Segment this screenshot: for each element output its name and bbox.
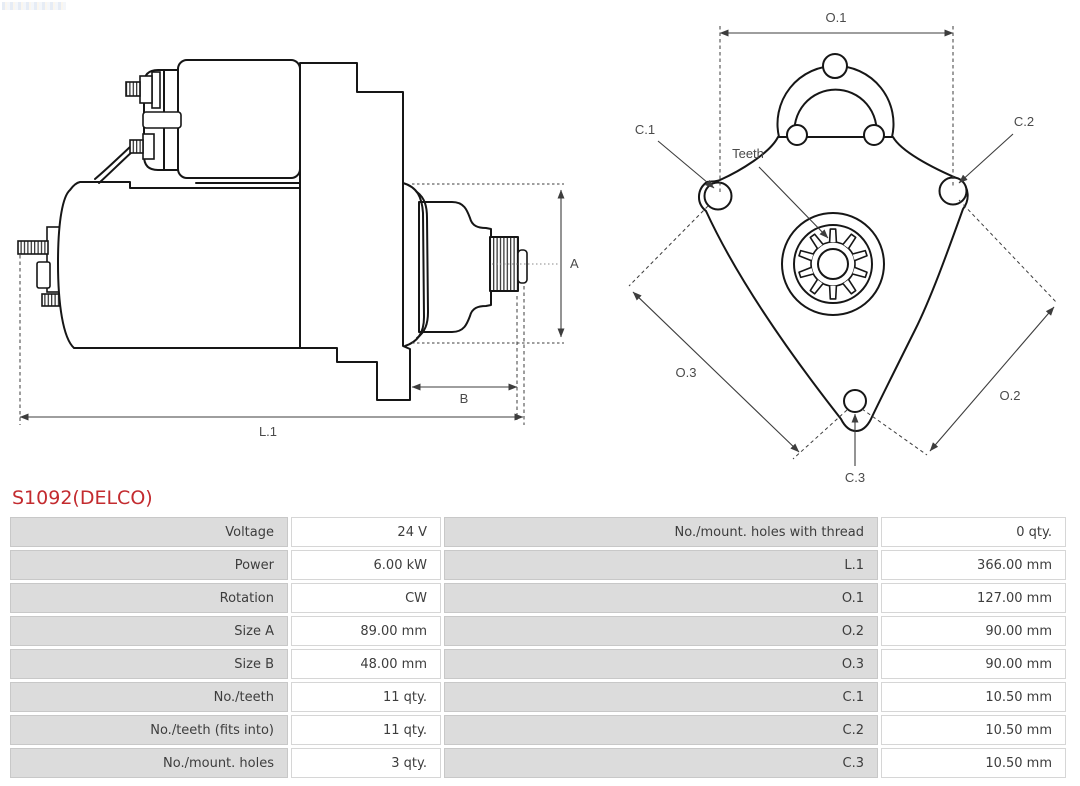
solenoid-wire	[95, 147, 130, 179]
spec-left-value: 89.00 mm	[291, 616, 441, 646]
spec-right-value: 0 qty.	[881, 517, 1066, 547]
terminal-nut-bottom	[143, 134, 154, 159]
spec-right-value: 90.00 mm	[881, 649, 1066, 679]
spec-left-label: Size B	[10, 649, 288, 679]
dim-o3-ext-top	[629, 206, 708, 286]
terminal-plate-top	[152, 72, 160, 108]
mount-hole-c3	[844, 390, 866, 412]
spec-left-value: 6.00 kW	[291, 550, 441, 580]
spec-right-label: C.1	[444, 682, 878, 712]
spec-right-label: C.3	[444, 748, 878, 778]
front-view-drawing	[629, 10, 1057, 485]
spec-right-value: 366.00 mm	[881, 550, 1066, 580]
spec-right-label: No./mount. holes with thread	[444, 517, 878, 547]
spec-left-value: 48.00 mm	[291, 649, 441, 679]
spec-left-value: 3 qty.	[291, 748, 441, 778]
motor-body	[58, 182, 334, 348]
spec-right-label: O.2	[444, 616, 878, 646]
spec-right-value: 10.50 mm	[881, 715, 1066, 745]
spec-right-value: 127.00 mm	[881, 583, 1066, 613]
part-number-title: S1092(DELCO)	[12, 487, 153, 509]
drive-end-bracket	[300, 63, 410, 400]
rear-block	[37, 262, 50, 288]
arch-left-hole	[787, 125, 807, 145]
shaft-end-cap	[518, 250, 527, 283]
spec-left-value: 11 qty.	[291, 715, 441, 745]
mount-hole-c1	[705, 183, 732, 210]
arch-top-hole	[823, 54, 847, 78]
dim-o2-arrow	[930, 307, 1054, 451]
spec-right-value: 90.00 mm	[881, 616, 1066, 646]
spec-left-label: No./mount. holes	[10, 748, 288, 778]
spec-right-label: O.3	[444, 649, 878, 679]
dim-label-c3: C.3	[844, 470, 866, 485]
terminal-stud-bottom	[130, 140, 143, 153]
shaft-hole	[818, 249, 848, 279]
rear-stud-bottom	[42, 294, 61, 306]
dim-o2-ext-top	[959, 200, 1057, 303]
spec-right-label: C.2	[444, 715, 878, 745]
dim-label-b: B	[459, 391, 469, 406]
spec-left-value: 11 qty.	[291, 682, 441, 712]
dim-c2-leader	[959, 134, 1013, 183]
arch-right-hole	[864, 125, 884, 145]
spec-table	[10, 517, 1066, 778]
solenoid-wire-2	[99, 151, 133, 183]
rear-stud-top	[18, 241, 48, 254]
dim-label-o2: O.2	[999, 388, 1021, 403]
spec-left-value: 24 V	[291, 517, 441, 547]
spec-left-label: Power	[10, 550, 288, 580]
spec-left-label: Rotation	[10, 583, 288, 613]
spec-left-label: Voltage	[10, 517, 288, 547]
gear-tooth	[830, 286, 837, 299]
terminal-stud-top	[126, 82, 140, 96]
dim-label-o1: O.1	[825, 10, 847, 25]
side-view-drawing	[18, 60, 579, 439]
dim-label-l1: L.1	[258, 424, 278, 439]
spec-right-value: 10.50 mm	[881, 748, 1066, 778]
dim-label-c2: C.2	[1013, 114, 1035, 129]
dim-label-a: A	[570, 256, 579, 271]
terminal-tab	[143, 112, 181, 128]
mount-hole-c2	[940, 178, 967, 205]
teeth-label: Teeth	[732, 146, 764, 161]
spec-left-label: No./teeth (fits into)	[10, 715, 288, 745]
nose-cone	[419, 202, 491, 332]
spec-right-label: L.1	[444, 550, 878, 580]
dim-label-c1: C.1	[634, 122, 656, 137]
spec-left-value: CW	[291, 583, 441, 613]
solenoid-body	[178, 60, 300, 178]
terminal-nut-top	[140, 76, 152, 103]
dim-label-o3: O.3	[675, 365, 697, 380]
gear-tooth	[830, 229, 837, 242]
spec-right-label: O.1	[444, 583, 878, 613]
spec-left-label: No./teeth	[10, 682, 288, 712]
spec-left-label: Size A	[10, 616, 288, 646]
dim-c1-leader	[658, 141, 714, 188]
spec-right-value: 10.50 mm	[881, 682, 1066, 712]
